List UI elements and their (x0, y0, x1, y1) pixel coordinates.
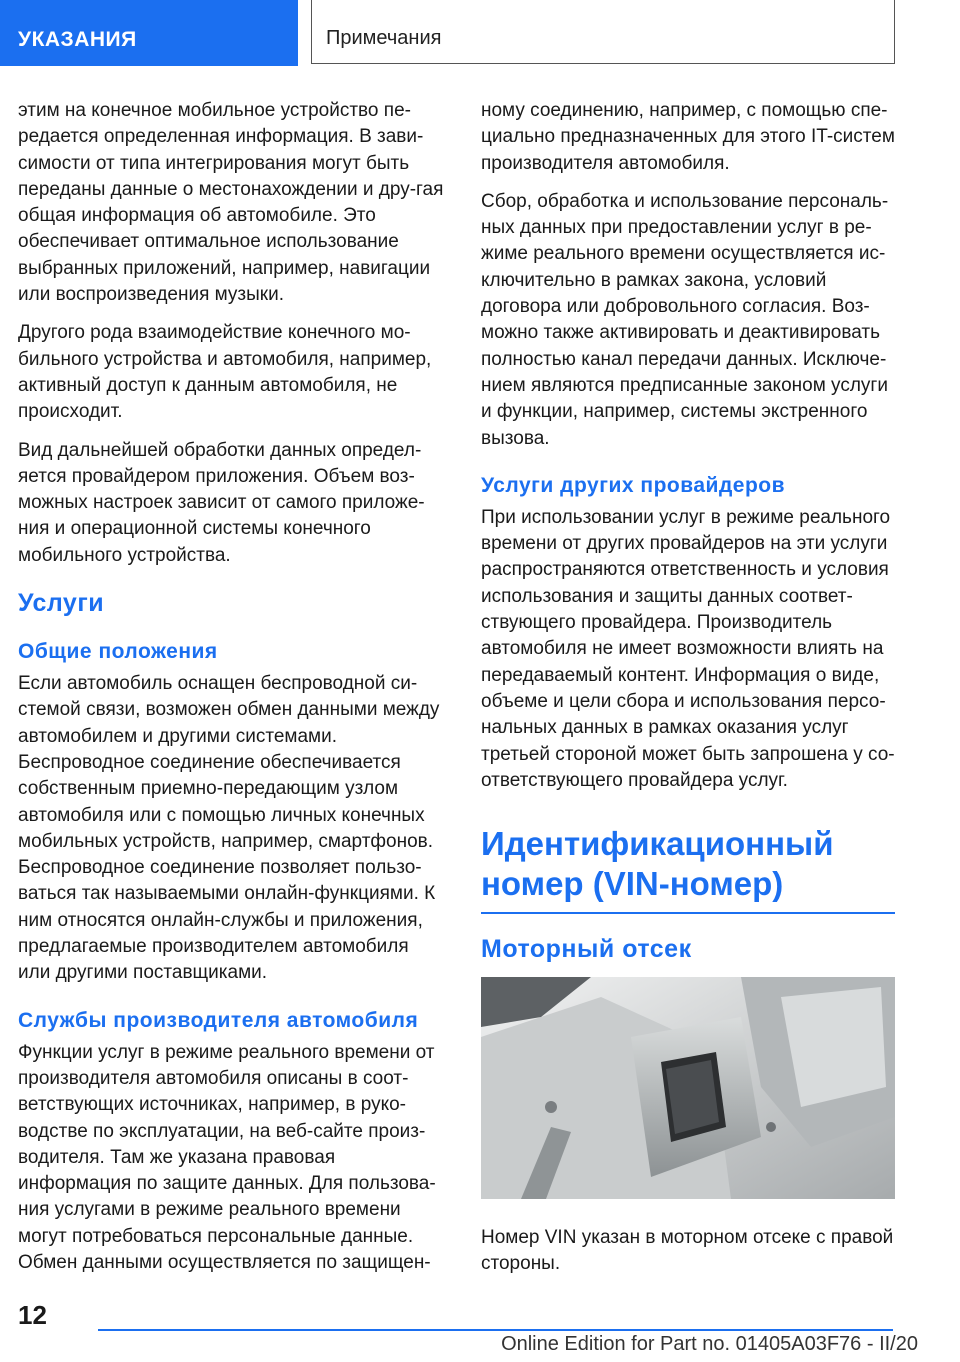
engine-photo-illustration (481, 977, 895, 1199)
heading-vin: Идентификационный номер (VIN-номер) (481, 824, 895, 914)
page-header (0, 0, 960, 66)
paragraph: Другого рода взаимодействие конечного мо-бильного устройства и автомобиля, например, активный доступ к данным автомобиля, не происходит. (18, 322, 432, 423)
chapter-title[interactable]: Примечания (311, 0, 895, 64)
left-column (18, 98, 446, 1288)
heading-other-providers: Услуги других провайдеров (481, 473, 786, 497)
right-column (481, 98, 895, 1290)
heading-general: Общие положения (18, 640, 218, 664)
paragraph: Номер VIN указан в моторном отсеке с правой стороны. (481, 1227, 894, 1275)
heading-manufacturer-services: Службы производителя автомобиля (18, 1008, 419, 1032)
footer-divider (98, 1329, 893, 1331)
section-tab[interactable]: УКАЗАНИЯ (0, 0, 298, 66)
paragraph: Вид дальнейшей обработки данных определ-яется провайдером приложения. Объем воз-можных настроек зависит от самого приложе-ния и операционной системы конечного мобильного устройства. (18, 439, 425, 566)
engine-compartment-photo (481, 977, 895, 1199)
paragraph: Сбор, обработка и использование персональ-ных данных при предоставлении услуг в ре-жиме реального времени осуществляется ис-ключительно в рамках закона, условий договора или добровольного согласия. Воз-можно также активировать и деактивировать полностью канал передачи данных. Исключе-нием являются предписанные законом услуги и функции, например, системы экстренного вызова. (481, 190, 889, 449)
paragraph: Функции услуг в режиме реального времени от производителя автомобиля описаны в соот-ветствующих источниках, например, в руко-водстве по эксплуатации, на веб-сайте произ-водителя. Там же указана правовая информация по защите данных. Для пользова-ния услугами в режиме реального времени могут потребоваться персональные данные. Обмен данными осуществляется по защищен- (18, 1041, 436, 1273)
heading-engine-compartment: Моторный отсек (481, 935, 692, 964)
paragraph: При использовании услуг в режиме реального времени от других провайдеров на эти услуги распространяются ответственность и условия использования и защиты данных соответ-ствующего провайдера. Производитель автомобиля не имеет возможности влиять на передаваемый контент. Информация о виде, объеме и цели сбора и использования персо-нальных данных в рамках оказания услуг третьей стороной может быть запрошена у со-ответствующего провайдера услуг. (481, 506, 895, 791)
paragraph: ному соединению, например, с помощью спе-циально предназначенных для этого IT-систем производителя автомобиля. (481, 100, 895, 174)
paragraph: этим на конечное мобильное устройство пе-редается определенная информация. В зави-симости от типа интегрирования могут быть переданы данные о местонахождении и дру-гая общая информация об автомобиле. Это обеспечивает оптимальное использование выбранных приложений, например, навигации или воспроизведения музыки. (18, 100, 444, 306)
footer-edition[interactable]: Online Edition for Part no. 01405A03F76 - II/20 (501, 1333, 918, 1355)
paragraph: Если автомобиль оснащен беспроводной си-стемой связи, возможен обмен данными между автомобилем и другими системами. Беспроводное соединение обеспечивается собственным приемно-передающим узлом автомобиля или с помощью личных конечных мобильных устройств, например, смартфонов. Беспроводное соединение позволяет пользо-ваться так называемыми онлайн-функциями. К ним относятся онлайн-службы и приложения, предлагаемые производителем автомобиля или другими поставщиками. (18, 673, 440, 984)
heading-services: Услуги (18, 589, 105, 618)
page-number: 12 (18, 1300, 47, 1330)
